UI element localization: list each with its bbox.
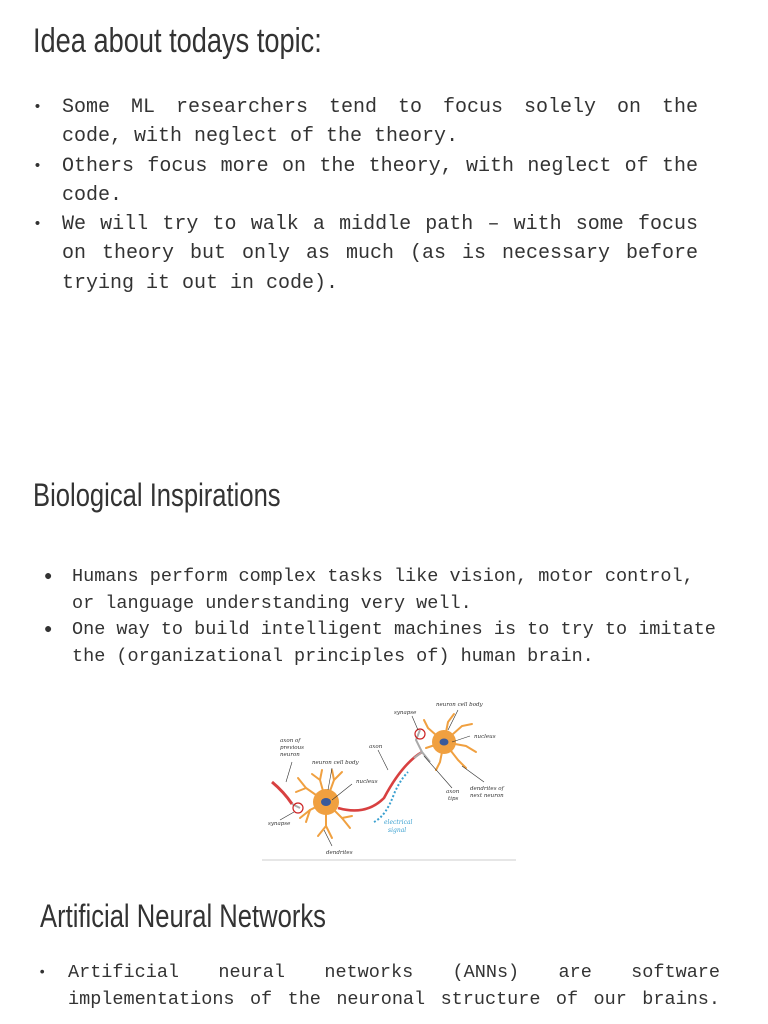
bullet-icon: ●: [44, 622, 53, 638]
figure-label: tips: [448, 796, 459, 802]
figure-label: dendrites of: [470, 786, 504, 792]
section-title-ann: Artificial Neural Networks: [40, 898, 326, 934]
list-item-text: Some ML researchers tend to focus solely on the code, with neglect of the theory.: [62, 96, 698, 149]
figure-label: next neuron: [470, 793, 504, 799]
list-item: [33, 93, 698, 152]
list-item-text: Artificial neural networks (ANNs) are software implementations of the neuronal structure of our brains.: [68, 962, 720, 1010]
left-nucleus: [321, 798, 331, 806]
neuron-diagram: [262, 698, 516, 862]
list-item-text: Humans perform complex tasks like vision, motor control, or language understanding very well.: [72, 566, 694, 614]
bullet-icon: •: [38, 965, 47, 981]
list-item: [44, 564, 724, 617]
electrical-signal-line: [374, 772, 408, 822]
figure-label: neuron cell body: [436, 702, 483, 708]
figure-label: axon of: [280, 738, 301, 744]
biological-bullet-list: [44, 564, 724, 670]
list-item-text: One way to build intelligent machines is to try to imitate the (organizational principles of) human brain.: [72, 619, 716, 667]
figure-label: axon: [369, 744, 383, 750]
figure-label: nucleus: [356, 779, 378, 785]
figure-label: electrical: [384, 819, 413, 826]
pointer-lines: [280, 710, 484, 846]
ann-bullet-list: [38, 960, 720, 1013]
figure-label: nucleus: [474, 734, 496, 740]
list-item: [44, 617, 724, 670]
list-item: [33, 152, 698, 211]
list-item: [33, 210, 698, 298]
list-item-text: We will try to walk a middle path – with some focus on theory but only as much (as is necessary before trying it out in code).: [62, 213, 698, 295]
figure-label: synapse: [268, 821, 291, 827]
list-item-text: Others focus more on the theory, with neglect of the code.: [62, 154, 698, 207]
section-title-idea: Idea about todays topic:: [33, 22, 322, 60]
bullet-icon: •: [33, 99, 43, 116]
figure-label: previous: [280, 745, 304, 751]
figure-label: neuron cell body: [312, 760, 359, 766]
bullet-icon: •: [33, 157, 43, 175]
section-title-biological: Biological Inspirations: [33, 477, 281, 513]
figure-label: neuron: [280, 752, 300, 758]
bullet-icon: ●: [44, 569, 53, 585]
figure-label: synapse: [394, 710, 417, 716]
bullet-icon: •: [33, 216, 43, 234]
previous-axon: [272, 782, 292, 804]
figure-label: axon: [446, 789, 460, 795]
list-item: [38, 960, 720, 1013]
figure-label: dendrites: [326, 850, 353, 856]
right-nucleus: [440, 739, 449, 746]
idea-bullet-list: [33, 93, 698, 298]
figure-label: signal: [388, 827, 407, 834]
axon-tips: [414, 730, 430, 762]
